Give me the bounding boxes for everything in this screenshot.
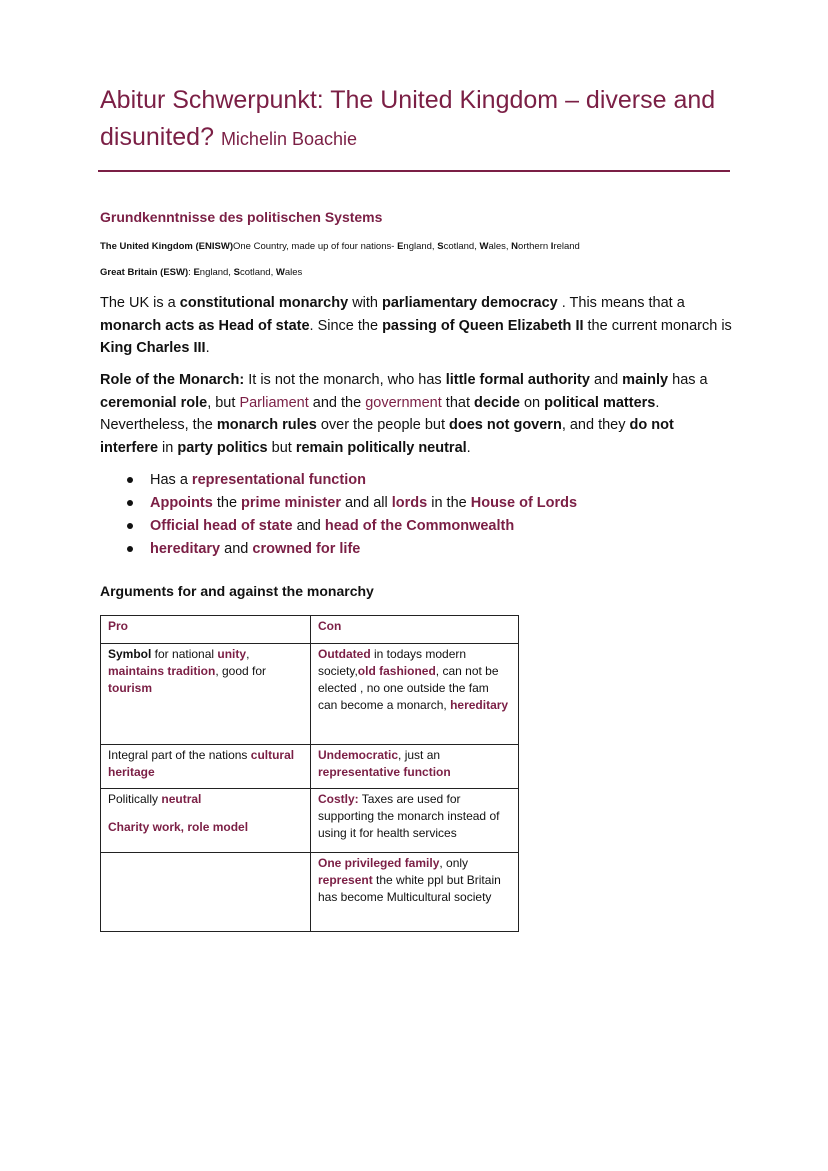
section-heading: Grundkenntnisse des politischen Systems [100, 209, 383, 225]
con-cell: Undemocratic, just an representative function [311, 745, 519, 789]
con-cell: Outdated in todays modern society,old fashioned, can not be elected , no one outside the fam can become a monarch, hereditary [311, 644, 519, 745]
table-row [101, 853, 519, 932]
list-item: Appoints the prime minister and all lords in the House of Lords [124, 492, 577, 515]
intro-paragraph: The UK is a constitutional monarchy with parliamentary democracy . This means that a monarch acts as Head of state. Since the passing of Queen Elizabeth II the current monarch is King Charles III. [100, 295, 732, 356]
con-header: Con [311, 616, 519, 644]
table-header-row [101, 616, 519, 644]
pro-cell: Integral part of the nations cultural heritage [101, 745, 311, 789]
pro-cell: Symbol for national unity, maintains tradition, good for tourism [101, 644, 311, 745]
list-item: Has a representational function [124, 469, 577, 492]
monarch-role-paragraph: Role of the Monarch: It is not the monarch, who has little formal authority and mainly has a ceremonial role, but Parliament and the government that decide on political matters. Nevertheless, the monarch rules over the people but does not govern, and they do not interfere in party politics but remain politically neutral. [100, 372, 708, 456]
gb-term: Great Britain (ESW) [100, 267, 189, 278]
uk-term: The United Kingdom (ENISW) [100, 241, 233, 252]
title-text: Abitur Schwerpunkt: The United Kingdom – diverse and disunited? [100, 86, 716, 151]
arguments-table [100, 615, 519, 932]
arguments-heading: Arguments for and against the monarchy [100, 583, 374, 599]
uk-definition: The United Kingdom (ENISW)One Country, made up of four nations- England, Scotland, Wales, Northern Ireland [100, 241, 580, 252]
table-row [101, 745, 519, 789]
monarch-functions-list [124, 469, 577, 561]
list-item: Official head of state and head of the Commonwealth [124, 515, 577, 538]
gb-definition: Great Britain (ESW): England, Scotland, Wales [100, 267, 303, 278]
table-row [101, 789, 519, 853]
con-cell: One privileged family, only represent the white ppl but Britain has become Multicultural society [311, 853, 519, 932]
pro-cell: Politically neutral Charity work, role model [101, 789, 311, 853]
title-divider [98, 170, 730, 172]
page-title [100, 82, 740, 158]
author-name: Michelin Boachie [220, 129, 358, 149]
con-cell: Costly: Taxes are used for supporting the monarch instead of using it for health services [311, 789, 519, 853]
table-row [101, 644, 519, 745]
pro-cell-empty [101, 853, 311, 932]
pro-header: Pro [101, 616, 311, 644]
list-item: hereditary and crowned for life [124, 538, 577, 561]
